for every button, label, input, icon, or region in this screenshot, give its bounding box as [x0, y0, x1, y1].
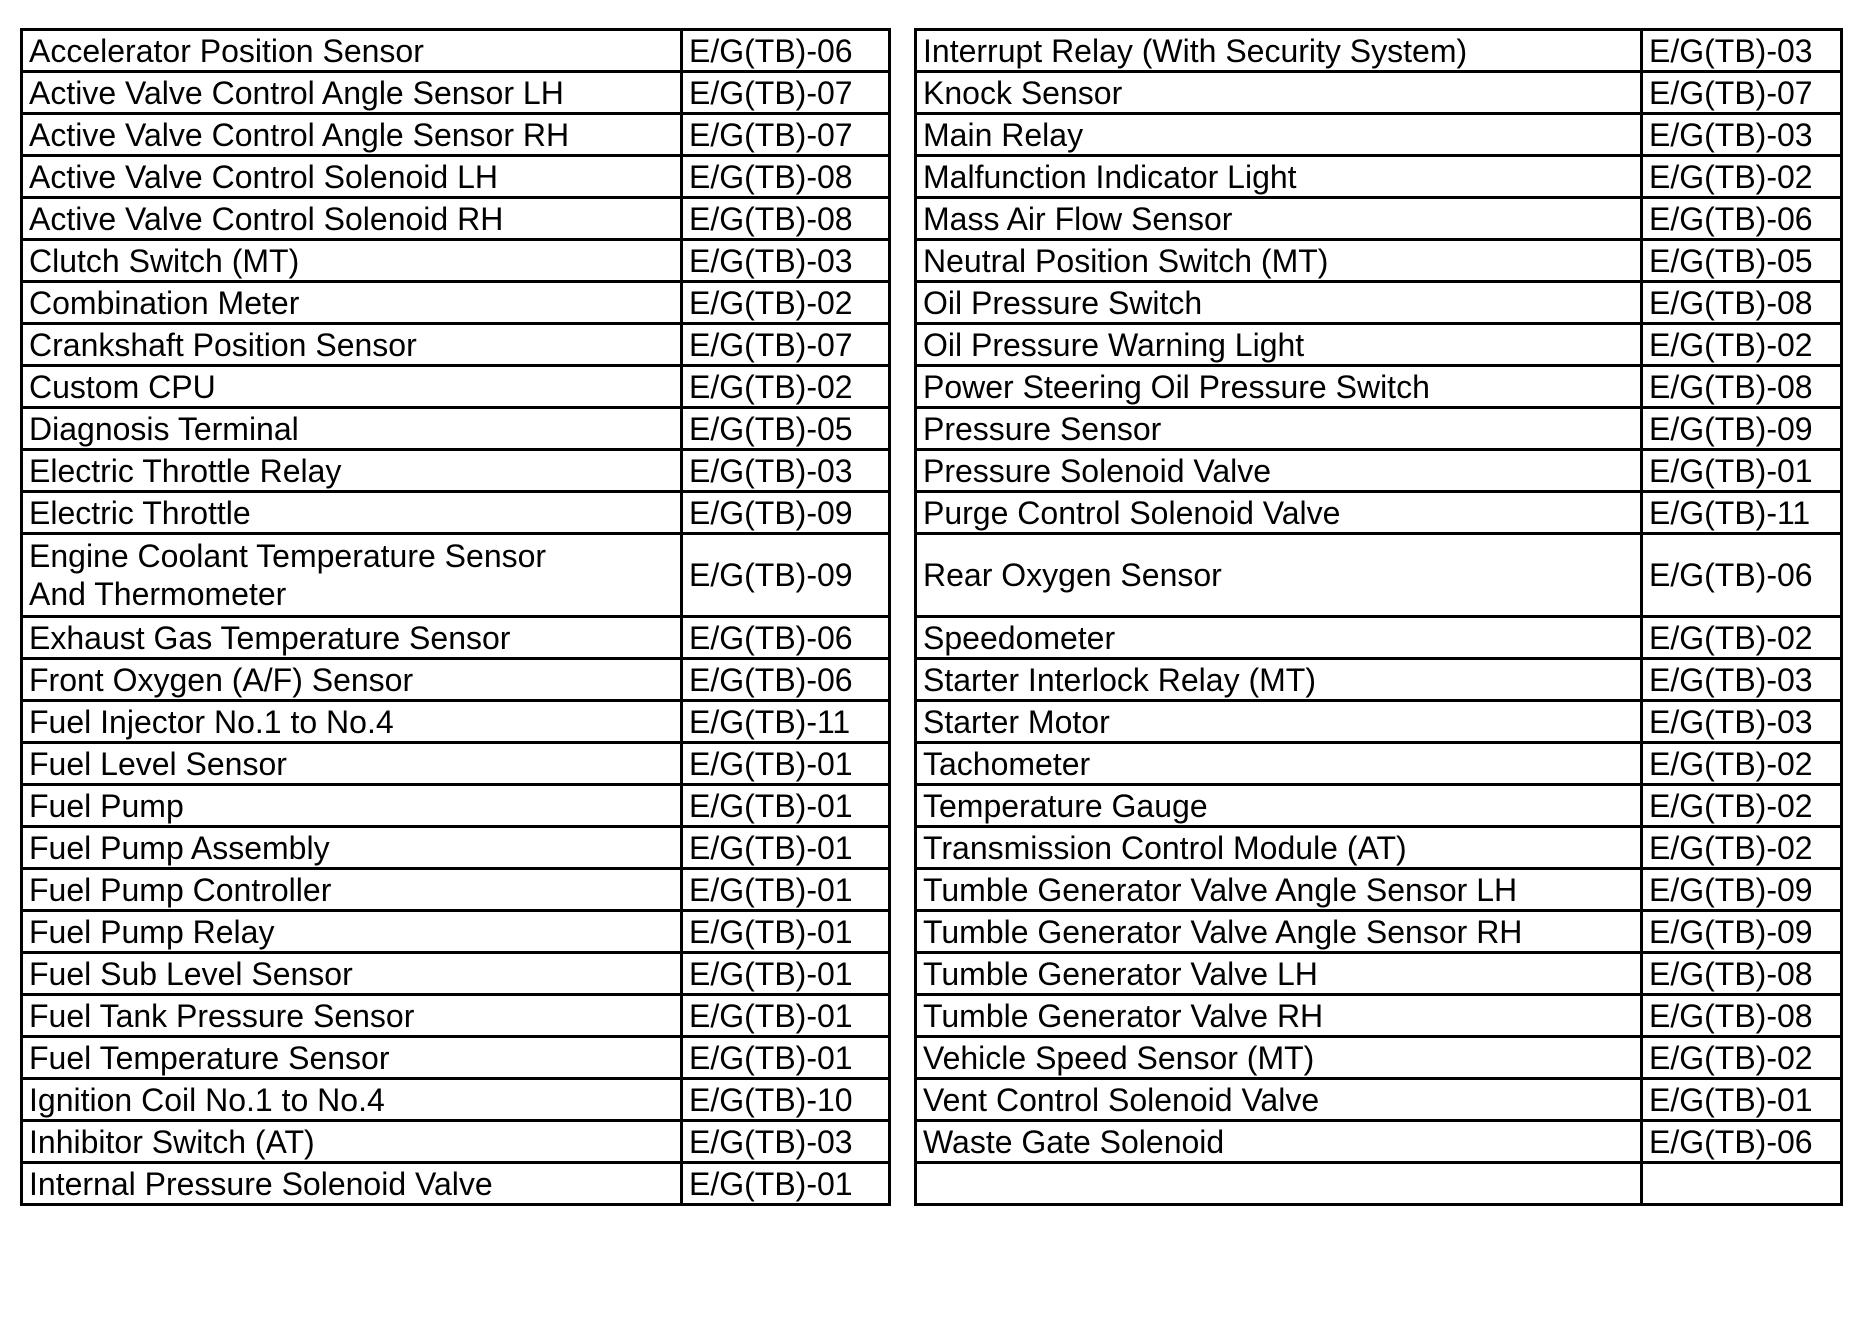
column-gap	[890, 617, 916, 659]
column-gap	[890, 869, 916, 911]
component-index	[20, 28, 1840, 1206]
component-name: Tumble Generator Valve Angle Sensor LH	[916, 869, 1642, 911]
component-name: Fuel Pump Controller	[22, 869, 682, 911]
page-reference: E/G(TB)-08	[1642, 953, 1842, 995]
table-row	[22, 1037, 1842, 1079]
column-gap	[890, 1079, 916, 1121]
page-reference: E/G(TB)-09	[1642, 408, 1842, 450]
component-name: Custom CPU	[22, 366, 682, 408]
column-gap	[890, 785, 916, 827]
component-name: Mass Air Flow Sensor	[916, 198, 1642, 240]
component-name: Ignition Coil No.1 to No.4	[22, 1079, 682, 1121]
page-reference: E/G(TB)-06	[1642, 198, 1842, 240]
component-name: Neutral Position Switch (MT)	[916, 240, 1642, 282]
component-name: Fuel Tank Pressure Sensor	[22, 995, 682, 1037]
component-name: Vent Control Solenoid Valve	[916, 1079, 1642, 1121]
page-reference: E/G(TB)-07	[682, 114, 890, 156]
page-reference: E/G(TB)-07	[682, 72, 890, 114]
column-gap	[890, 953, 916, 995]
component-index-table	[20, 28, 1843, 1206]
page-reference: E/G(TB)-01	[682, 911, 890, 953]
table-row	[22, 450, 1842, 492]
page-reference: E/G(TB)-06	[1642, 1121, 1842, 1163]
page-reference	[1642, 1163, 1842, 1205]
table-row	[22, 324, 1842, 366]
component-name: Active Valve Control Solenoid RH	[22, 198, 682, 240]
column-gap	[890, 534, 916, 617]
table-row	[22, 282, 1842, 324]
component-name: Clutch Switch (MT)	[22, 240, 682, 282]
component-name: Combination Meter	[22, 282, 682, 324]
component-name: Tumble Generator Valve LH	[916, 953, 1642, 995]
page-reference: E/G(TB)-01	[1642, 450, 1842, 492]
column-gap	[890, 1037, 916, 1079]
table-row	[22, 953, 1842, 995]
table-row	[22, 1121, 1842, 1163]
component-name: Active Valve Control Angle Sensor RH	[22, 114, 682, 156]
page-reference: E/G(TB)-06	[682, 659, 890, 701]
component-name: Internal Pressure Solenoid Valve	[22, 1163, 682, 1205]
page-reference: E/G(TB)-02	[1642, 743, 1842, 785]
component-name: Speedometer	[916, 617, 1642, 659]
component-name: Electric Throttle	[22, 492, 682, 534]
page-reference: E/G(TB)-01	[682, 869, 890, 911]
page-reference: E/G(TB)-02	[1642, 156, 1842, 198]
page-reference: E/G(TB)-03	[1642, 701, 1842, 743]
component-name: Malfunction Indicator Light	[916, 156, 1642, 198]
table-row	[22, 366, 1842, 408]
page-reference: E/G(TB)-08	[1642, 366, 1842, 408]
component-name: Fuel Pump Relay	[22, 911, 682, 953]
page-reference: E/G(TB)-02	[682, 366, 890, 408]
page-reference: E/G(TB)-01	[682, 743, 890, 785]
page-reference: E/G(TB)-01	[682, 1037, 890, 1079]
page-reference: E/G(TB)-01	[682, 953, 890, 995]
component-name: Exhaust Gas Temperature Sensor	[22, 617, 682, 659]
page-reference: E/G(TB)-01	[682, 995, 890, 1037]
table-row	[22, 114, 1842, 156]
index-body	[22, 30, 1842, 1205]
table-row	[22, 1163, 1842, 1205]
page-reference: E/G(TB)-03	[682, 450, 890, 492]
page-reference: E/G(TB)-02	[1642, 1037, 1842, 1079]
component-name: Fuel Temperature Sensor	[22, 1037, 682, 1079]
component-name: Tachometer	[916, 743, 1642, 785]
component-name: Interrupt Relay (With Security System)	[916, 30, 1642, 72]
page-reference: E/G(TB)-05	[1642, 240, 1842, 282]
component-name	[916, 1163, 1642, 1205]
column-gap	[890, 282, 916, 324]
component-name: Oil Pressure Warning Light	[916, 324, 1642, 366]
page-reference: E/G(TB)-06	[682, 617, 890, 659]
component-name: Pressure Solenoid Valve	[916, 450, 1642, 492]
column-gap	[890, 827, 916, 869]
component-name: Pressure Sensor	[916, 408, 1642, 450]
table-row	[22, 72, 1842, 114]
component-name: Engine Coolant Temperature Sensor And Thermometer	[22, 534, 682, 617]
page-reference: E/G(TB)-07	[682, 324, 890, 366]
component-name: Power Steering Oil Pressure Switch	[916, 366, 1642, 408]
column-gap	[890, 492, 916, 534]
table-row	[22, 30, 1842, 72]
page-reference: E/G(TB)-11	[682, 701, 890, 743]
page-reference: E/G(TB)-09	[1642, 869, 1842, 911]
table-row	[22, 1079, 1842, 1121]
page-reference: E/G(TB)-11	[1642, 492, 1842, 534]
table-row	[22, 911, 1842, 953]
page-reference: E/G(TB)-08	[1642, 995, 1842, 1037]
table-row	[22, 659, 1842, 701]
component-name: Fuel Sub Level Sensor	[22, 953, 682, 995]
page-reference: E/G(TB)-03	[1642, 114, 1842, 156]
component-name: Diagnosis Terminal	[22, 408, 682, 450]
component-name: Purge Control Solenoid Valve	[916, 492, 1642, 534]
column-gap	[890, 240, 916, 282]
page-reference: E/G(TB)-02	[1642, 617, 1842, 659]
component-name: Fuel Pump Assembly	[22, 827, 682, 869]
page-reference: E/G(TB)-02	[1642, 785, 1842, 827]
column-gap	[890, 701, 916, 743]
component-name: Transmission Control Module (AT)	[916, 827, 1642, 869]
table-row	[22, 995, 1842, 1037]
table-row	[22, 156, 1842, 198]
component-name: Tumble Generator Valve Angle Sensor RH	[916, 911, 1642, 953]
page-reference: E/G(TB)-03	[682, 1121, 890, 1163]
page-reference: E/G(TB)-03	[1642, 30, 1842, 72]
component-name: Accelerator Position Sensor	[22, 30, 682, 72]
table-row	[22, 869, 1842, 911]
column-gap	[890, 1163, 916, 1205]
page-reference: E/G(TB)-06	[1642, 534, 1842, 617]
column-gap	[890, 324, 916, 366]
column-gap	[890, 30, 916, 72]
component-name: Fuel Level Sensor	[22, 743, 682, 785]
component-name: Knock Sensor	[916, 72, 1642, 114]
component-name: Vehicle Speed Sensor (MT)	[916, 1037, 1642, 1079]
component-name: Starter Motor	[916, 701, 1642, 743]
page-reference: E/G(TB)-06	[682, 30, 890, 72]
page-reference: E/G(TB)-09	[682, 492, 890, 534]
page-reference: E/G(TB)-05	[682, 408, 890, 450]
table-row	[22, 743, 1842, 785]
page-reference: E/G(TB)-09	[1642, 911, 1842, 953]
component-name: Front Oxygen (A/F) Sensor	[22, 659, 682, 701]
table-row	[22, 240, 1842, 282]
page-reference: E/G(TB)-07	[1642, 72, 1842, 114]
column-gap	[890, 408, 916, 450]
page-reference: E/G(TB)-08	[682, 198, 890, 240]
column-gap	[890, 198, 916, 240]
column-gap	[890, 366, 916, 408]
component-name: Active Valve Control Solenoid LH	[22, 156, 682, 198]
component-name: Active Valve Control Angle Sensor LH	[22, 72, 682, 114]
column-gap	[890, 72, 916, 114]
column-gap	[890, 1121, 916, 1163]
table-row	[22, 785, 1842, 827]
table-row	[22, 408, 1842, 450]
column-gap	[890, 743, 916, 785]
component-name: Waste Gate Solenoid	[916, 1121, 1642, 1163]
component-name: Inhibitor Switch (AT)	[22, 1121, 682, 1163]
page-reference: E/G(TB)-01	[682, 785, 890, 827]
page-reference: E/G(TB)-09	[682, 534, 890, 617]
page-reference: E/G(TB)-02	[1642, 324, 1842, 366]
page-reference: E/G(TB)-01	[1642, 1079, 1842, 1121]
column-gap	[890, 911, 916, 953]
page-reference: E/G(TB)-03	[682, 240, 890, 282]
table-row	[22, 827, 1842, 869]
column-gap	[890, 114, 916, 156]
table-row	[22, 617, 1842, 659]
page-reference: E/G(TB)-02	[1642, 827, 1842, 869]
component-name: Tumble Generator Valve RH	[916, 995, 1642, 1037]
component-name: Fuel Pump	[22, 785, 682, 827]
table-row	[22, 492, 1842, 534]
page-reference: E/G(TB)-08	[1642, 282, 1842, 324]
component-name: Starter Interlock Relay (MT)	[916, 659, 1642, 701]
column-gap	[890, 156, 916, 198]
component-name: Temperature Gauge	[916, 785, 1642, 827]
component-name: Crankshaft Position Sensor	[22, 324, 682, 366]
page-reference: E/G(TB)-08	[682, 156, 890, 198]
page-reference: E/G(TB)-10	[682, 1079, 890, 1121]
page-reference: E/G(TB)-02	[682, 282, 890, 324]
table-row	[22, 701, 1842, 743]
page-reference: E/G(TB)-03	[1642, 659, 1842, 701]
column-gap	[890, 995, 916, 1037]
component-name: Main Relay	[916, 114, 1642, 156]
table-row	[22, 534, 1842, 617]
component-name: Electric Throttle Relay	[22, 450, 682, 492]
component-name: Rear Oxygen Sensor	[916, 534, 1642, 617]
page-reference: E/G(TB)-01	[682, 827, 890, 869]
column-gap	[890, 450, 916, 492]
column-gap	[890, 659, 916, 701]
component-name: Fuel Injector No.1 to No.4	[22, 701, 682, 743]
page-reference: E/G(TB)-01	[682, 1163, 890, 1205]
component-name: Oil Pressure Switch	[916, 282, 1642, 324]
table-row	[22, 198, 1842, 240]
